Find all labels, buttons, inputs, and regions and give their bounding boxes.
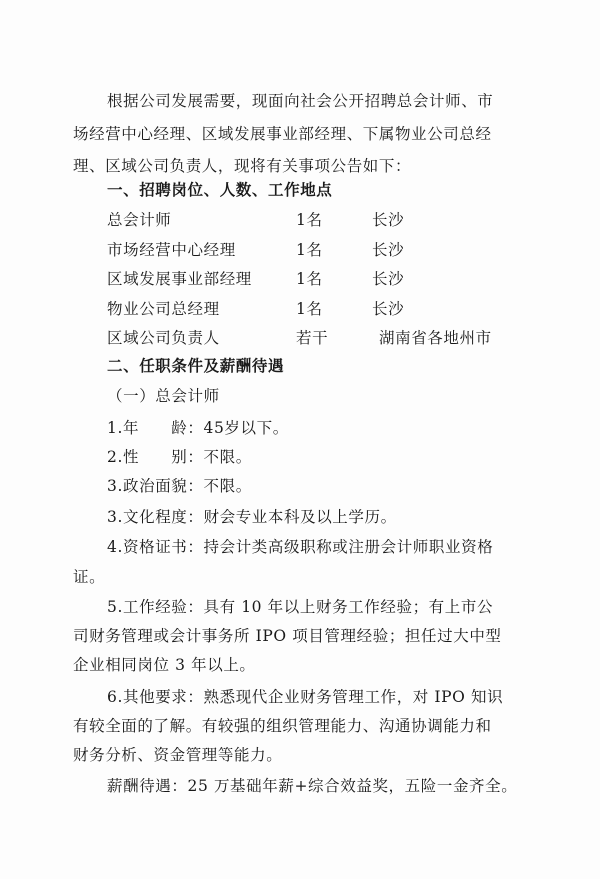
- section-1-heading: 一、招聘岗位、人数、工作地点: [107, 181, 333, 199]
- intro-line-2: 场经营中心经理、区域发展事业部经理、下属物业公司总经: [73, 125, 492, 143]
- section-2-heading: 二、任职条件及薪酬待遇: [107, 357, 285, 375]
- requirement-experience-cont: 企业相同岗位 3 年以上。: [73, 656, 256, 674]
- intro-line-3: 理、区域公司负责人，现将有关事项公告如下：: [73, 157, 412, 175]
- position-location: 长沙: [372, 241, 405, 259]
- position-location: 湖南省各地州市: [379, 329, 492, 347]
- position-location: 长沙: [372, 211, 405, 229]
- requirement-certificate: 4.资格证书：持会计类高级职称或注册会计师职业资格: [107, 538, 494, 556]
- position-title: 市场经营中心经理: [107, 241, 236, 259]
- position-title: 总会计师: [107, 211, 172, 229]
- requirement-gender: 2.性 别：不限。: [107, 448, 252, 466]
- requirement-other: 6.其他要求：熟悉现代企业财务管理工作，对 IPO 知识: [107, 688, 504, 706]
- intro-line-1: 根据公司发展需要，现面向社会公开招聘总会计师、市: [107, 92, 494, 110]
- position-title: 区域发展事业部经理: [107, 270, 252, 288]
- position-location: 长沙: [372, 270, 405, 288]
- subsection-heading: （一）总会计师: [107, 387, 220, 405]
- requirement-education: 3.文化程度：财会专业本科及以上学历。: [107, 508, 397, 526]
- position-count: 1名: [296, 241, 323, 259]
- position-count: 若干: [296, 329, 329, 347]
- requirement-certificate-cont: 证。: [73, 568, 106, 586]
- position-title: 区域公司负责人: [107, 329, 220, 347]
- requirement-other-cont: 有较全面的了解。有较强的组织管理能力、沟通协调能力和: [73, 717, 492, 735]
- requirement-other-cont: 财务分析、资金管理等能力。: [73, 746, 283, 764]
- position-count: 1名: [296, 270, 323, 288]
- position-title: 物业公司总经理: [107, 300, 220, 318]
- requirement-political: 3.政治面貌：不限。: [107, 477, 252, 495]
- salary-benefits: 薪酬待遇：25 万基础年薪+综合效益奖，五险一金齐全。: [107, 777, 518, 795]
- position-count: 1名: [296, 211, 323, 229]
- requirement-age: 1.年 龄：45岁以下。: [107, 419, 289, 437]
- requirement-experience-cont: 司财务管理或会计事务所 IPO 项目管理经验；担任过大中型: [73, 627, 502, 645]
- position-location: 长沙: [372, 300, 405, 318]
- position-count: 1名: [296, 300, 323, 318]
- requirement-experience: 5.工作经验：具有 10 年以上财务工作经验；有上市公: [107, 598, 494, 616]
